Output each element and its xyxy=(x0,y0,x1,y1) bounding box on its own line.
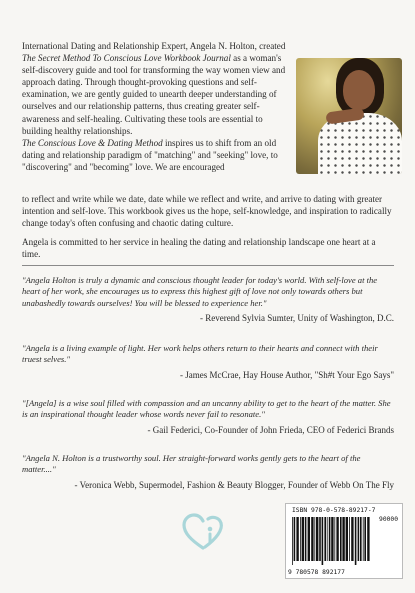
testimonial-text: "Angela Holton is truly a dynamic and conscious thought leader for today's world. With self-love at the heart of her work, she encourages us to express this highest gift of love not only towards others but unabashedly towards ourselves! You will be blessed to experience her." xyxy=(22,275,378,308)
testimonial-1 xyxy=(22,275,394,325)
bio-text-4: Angela is committed to her service in healing the dating and relationship landscape one heart at a time. xyxy=(22,237,376,260)
testimonial-text: "[Angela] is a wise soul filled with compassion and an uncanny ability to get to the heart of the matter. She is an inspirational thought leader whose words never fail to resonate." xyxy=(22,398,391,420)
bio-text-3: to reflect and write while we date, date while we reflect and write, and arrive to dating with greater intention and self-love. This workbook gives us the hope, self-knowledge, and inspiration to radically change today's often confusing and chaotic dating culture. xyxy=(22,194,392,229)
testimonial-4 xyxy=(22,453,394,491)
testimonial-author: - James McCrae, Hay House Author, "Sh#t Your Ego Says" xyxy=(180,369,394,380)
bio-text-plain: as a woman's self-discovery guide and tool for transforming the way women view and approach dating. Through thought-provoking questions and self-examination, we are gently guided to unearth deeper understanding of ourselves and our relationship patterns, thus creating greater self-awareness and self-healing. Cultivating these tools are essential to building healthy relationships. xyxy=(22,53,286,136)
bio-paragraph-3 xyxy=(22,236,394,260)
price-code: 90000 xyxy=(379,516,398,523)
testimonial-author: - Veronica Webb, Supermodel, Fashion & Beauty Blogger, Founder of Webb On The Fly xyxy=(74,479,394,490)
barcode-digits: 9 780578 892177 xyxy=(288,569,345,576)
book-title-italic: The Secret Method To Conscious Love Workbook Journal xyxy=(22,53,231,64)
testimonial-author: - Gail Federici, Co-Founder of John Frieda, CEO of Federici Brands xyxy=(147,424,394,435)
testimonial-2 xyxy=(22,343,394,381)
testimonial-author: - Reverend Sylvia Sumter, Unity of Washington, D.C. xyxy=(200,313,394,324)
testimonial-3 xyxy=(22,398,394,436)
bio-paragraph-1 xyxy=(22,40,287,173)
bio-paragraph-2-continued xyxy=(22,193,394,229)
testimonial-text: "Angela N. Holton is a trustworthy soul. Her straight-forward works gently gets to the heart of the matter...." xyxy=(22,453,361,475)
bio-text-2 xyxy=(22,137,287,173)
bio-text-plain: International Dating and Relationship Expert, Angela N. Holton, created xyxy=(22,41,286,51)
isbn-text: ISBN 978-0-578-89217-7 xyxy=(292,507,376,514)
section-divider xyxy=(22,265,394,266)
heart-logo-icon xyxy=(181,512,225,552)
isbn-barcode xyxy=(285,503,403,579)
method-title-italic: The Conscious Love & Dating Method xyxy=(22,137,163,148)
barcode-bars xyxy=(292,517,370,565)
bio-text-1 xyxy=(22,40,287,137)
bio-text-plain: inspires us to shift from an old dating and relationship paradigm of "matching" and "seeking" love, to "discovering" and "becoming" love. We are encouraged xyxy=(22,137,278,172)
testimonial-text: "Angela is a living example of light. Her work helps others return to their hearts and connect with their truest selves." xyxy=(22,343,378,365)
author-photo xyxy=(296,58,402,174)
